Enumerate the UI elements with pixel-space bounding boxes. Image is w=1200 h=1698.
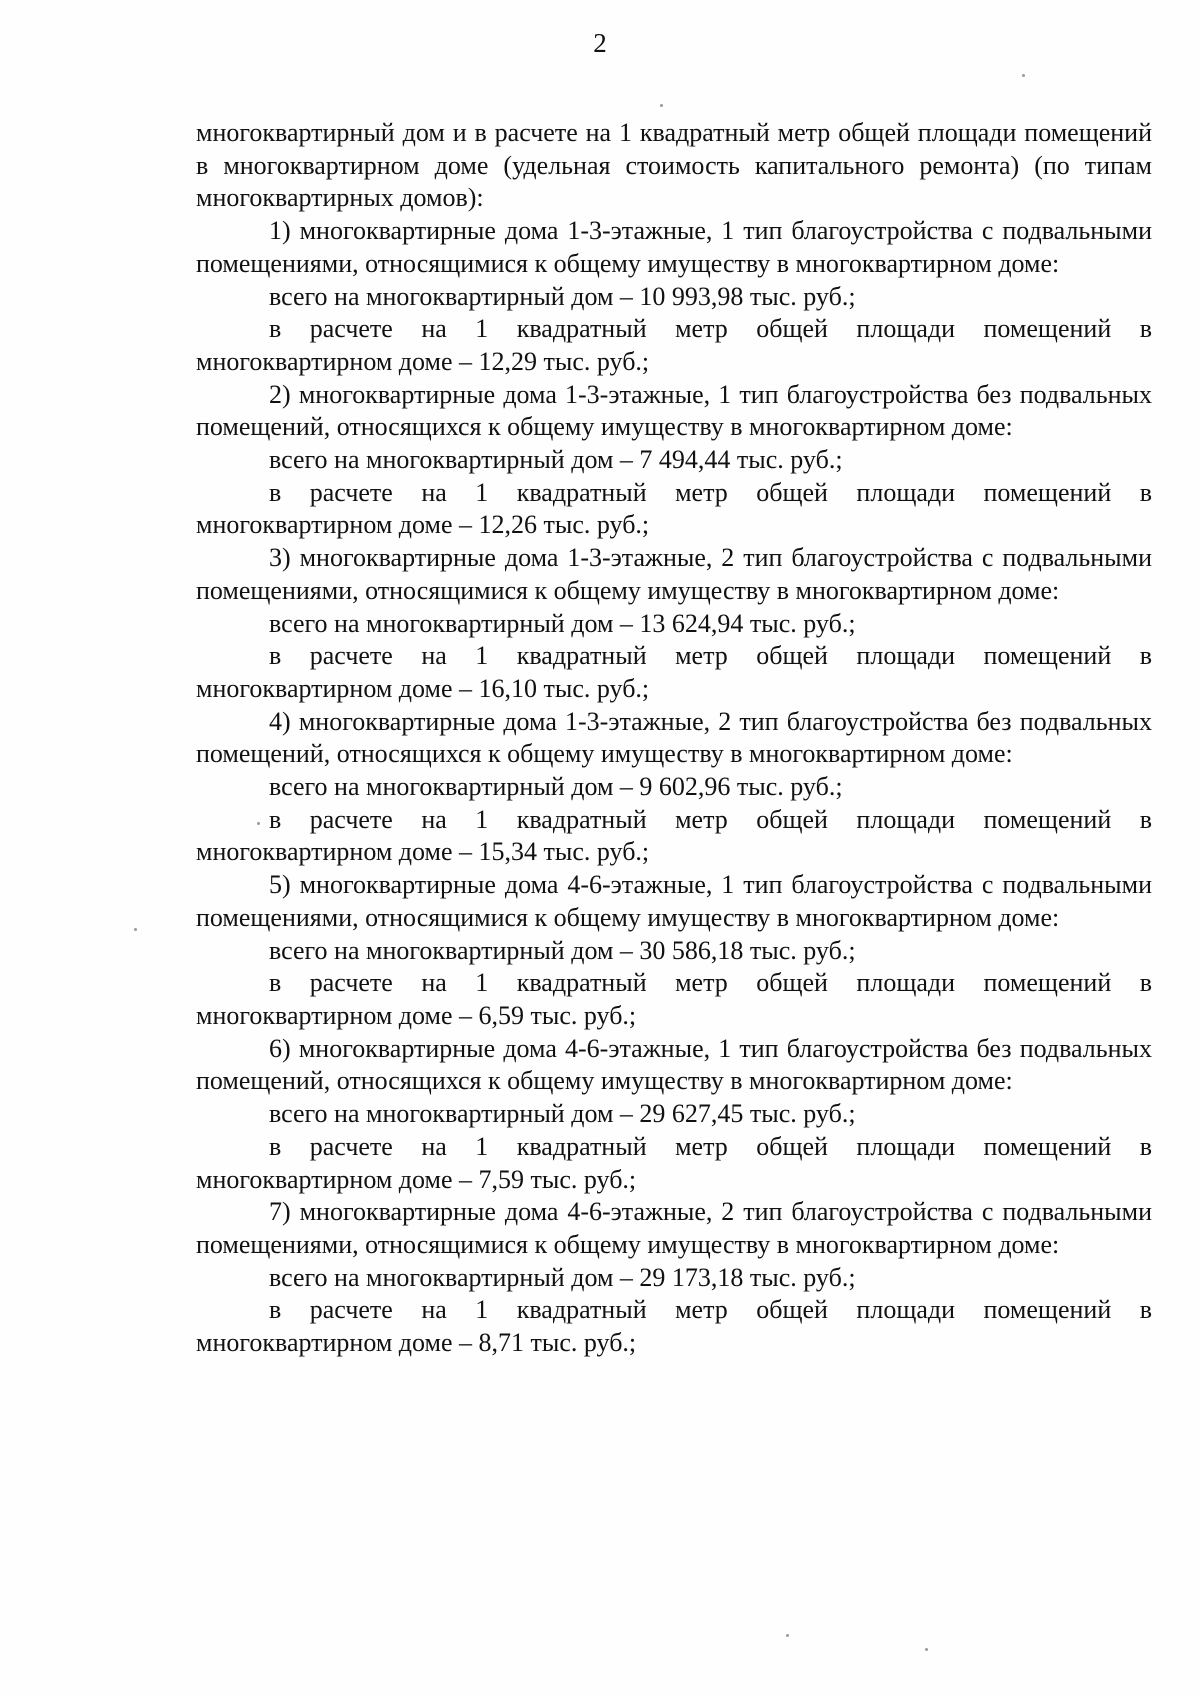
item-number: 5) — [269, 870, 291, 900]
item-number: 4) — [269, 706, 291, 736]
list-item — [196, 706, 1152, 870]
item-per-sqm-paragraph: в расчете на 1 квадратный метр общей площади помещений в многоквартирном доме – 8,71 тыс. руб.; — [196, 1295, 1152, 1358]
item-number: 2) — [269, 379, 291, 409]
item-per-sqm-paragraph: в расчете на 1 квадратный метр общей площади помещений в многоквартирном доме – 12,29 тыс. руб.; — [196, 314, 1152, 376]
scan-dot — [786, 1634, 789, 1637]
item-total-paragraph: всего на многоквартирный дом – 7 494,44 тыс. руб.; — [269, 445, 843, 475]
list-item — [196, 542, 1152, 706]
list-item — [196, 1196, 1152, 1360]
list-item — [196, 215, 1152, 379]
item-total-paragraph: всего на многоквартирный дом – 10 993,98 тыс. руб.; — [269, 281, 856, 311]
scan-dot — [134, 928, 137, 931]
item-per-sqm-paragraph: в расчете на 1 квадратный метр общей площади помещений в многоквартирном доме – 15,34 тыс. руб.; — [196, 804, 1152, 867]
scan-dot — [925, 1648, 928, 1651]
document-body — [196, 117, 1152, 1360]
intro-paragraph: многоквартирный дом и в расчете на 1 квадратный метр общей площади помещений в многоквартирном доме (удельная стоимость капитального ремонта) (по типам многоквартирных домов): — [196, 118, 1152, 213]
item-type-paragraph — [196, 1033, 1152, 1098]
item-type-text: многоквартирные дома 1-3-этажные, 2 тип благоустройства без подвальных помещений, относящихся к общему имуществу в многоквартирном доме: — [196, 706, 1153, 769]
list-item — [196, 869, 1152, 1033]
item-total-paragraph: всего на многоквартирный дом – 13 624,94 тыс. руб.; — [269, 608, 856, 638]
item-total-paragraph: всего на многоквартирный дом – 29 627,45 тыс. руб.; — [269, 1099, 856, 1129]
item-type-text: многоквартирные дома 1-3-этажные, 2 тип благоустройства с подвальными помещениями, относящимися к общему имуществу в многоквартирном доме: — [196, 543, 1152, 605]
item-type-paragraph — [196, 706, 1152, 771]
item-type-paragraph — [196, 869, 1152, 934]
item-total-paragraph: всего на многоквартирный дом – 9 602,96 тыс. руб.; — [269, 772, 843, 802]
scan-dot — [257, 822, 260, 825]
item-type-paragraph — [196, 379, 1152, 444]
item-total-paragraph: всего на многоквартирный дом – 29 173,18 тыс. руб.; — [269, 1262, 856, 1292]
item-type-text: многоквартирные дома 4-6-этажные, 1 тип благоустройства с подвальными помещениями, относящимися к общему имуществу в многоквартирном доме: — [196, 870, 1152, 932]
item-per-sqm-paragraph: в расчете на 1 квадратный метр общей площади помещений в многоквартирном доме – 12,26 тыс. руб.; — [196, 477, 1152, 540]
page-number: 2 — [593, 28, 607, 58]
item-number: 6) — [269, 1033, 291, 1063]
item-type-text: многоквартирные дома 4-6-этажные, 1 тип благоустройства без подвальных помещений, относящихся к общему имуществу в многоквартирном доме: — [196, 1033, 1153, 1096]
scan-dot — [660, 104, 663, 107]
item-type-paragraph — [196, 215, 1152, 280]
item-type-text: многоквартирные дома 1-3-этажные, 1 тип благоустройства с подвальными помещениями, относящимися к общему имуществу в многоквартирном доме: — [196, 216, 1152, 278]
list-item — [196, 379, 1152, 543]
item-type-text: многоквартирные дома 1-3-этажные, 1 тип благоустройства без подвальных помещений, относящихся к общему имуществу в многоквартирном доме: — [196, 379, 1153, 442]
item-per-sqm-paragraph: в расчете на 1 квадратный метр общей площади помещений в многоквартирном доме – 16,10 тыс. руб.; — [196, 641, 1152, 703]
item-type-text: многоквартирные дома 4-6-этажные, 2 тип благоустройства с подвальными помещениями, относящимися к общему имуществу в многоквартирном доме: — [196, 1197, 1152, 1259]
item-number: 3) — [269, 543, 291, 573]
item-type-paragraph — [196, 542, 1152, 607]
item-number: 7) — [269, 1197, 291, 1227]
item-per-sqm-paragraph: в расчете на 1 квадратный метр общей площади помещений в многоквартирном доме – 6,59 тыс. руб.; — [196, 968, 1152, 1030]
item-per-sqm-paragraph: в расчете на 1 квадратный метр общей площади помещений в многоквартирном доме – 7,59 тыс. руб.; — [196, 1131, 1152, 1194]
item-total-paragraph: всего на многоквартирный дом – 30 586,18 тыс. руб.; — [269, 935, 856, 965]
item-type-paragraph — [196, 1196, 1152, 1261]
list-item — [196, 1033, 1152, 1197]
item-number: 1) — [269, 216, 291, 246]
scan-dot — [1022, 74, 1025, 77]
